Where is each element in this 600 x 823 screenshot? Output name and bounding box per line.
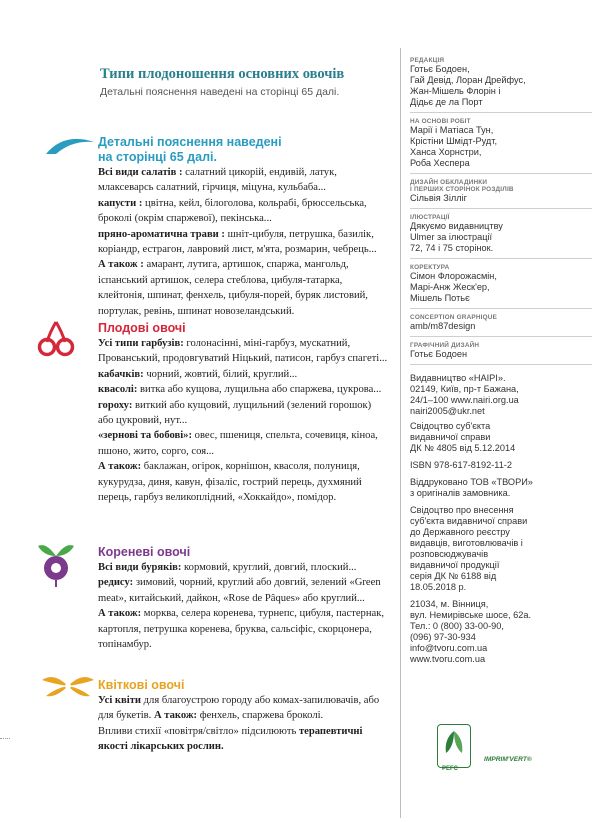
entry: Усі типи гарбузів: голонасінні, міні-гарбуз, мускатний, Прованський, продовгуватий Ніцький, патисон, гарбуз спагеті...: [98, 338, 388, 365]
entry: кабачків: чорний, жовтий, білий, круглий...: [98, 368, 298, 380]
credit-label: НА ОСНОВІ РОБІТ: [410, 118, 471, 125]
credits-sidebar: [410, 52, 592, 665]
credit-label: ІЛЮСТРАЦІЇ: [410, 214, 450, 221]
credit-label: РЕДАКЦІЯ: [410, 57, 445, 64]
printer-certificate: Свідоцтво про внесення суб'єкта видавничої справи до Державного реєстру видавців, виготовлювачів і розповсюджувачів видавничої продукції серія ДК № 6188 від 18.05.2018 р.: [410, 505, 528, 592]
credit-label: КОРЕКТУРА: [410, 264, 450, 271]
leaf-icon: [44, 130, 96, 160]
entry: пряно-ароматична трави : шніт-цибуля, петрушка, базилік, коріандр, естрагон, лавровий лист, м'ята, розмарин, чебрець...: [98, 228, 377, 256]
entry: А також : амарант, лутига, артишок, спаржа, мангольд, іспанський артишок, селера стеблова, цибуля-татарка, клейтонія, шпинат, фенхель, цибуля-порей, буряк листовий, портулак, ревінь, шпинат новозеландський.: [98, 259, 368, 317]
pefc-label: PEFC: [442, 766, 459, 772]
credit-text: Сімон Флорожасмін, Марі-Анж Жеск'ер, Мішель Потьє: [410, 271, 497, 303]
entry: Усі квіти для благоустрою городу або комах-запилювачів, або для букетів. А також: фенхель, спаржева броколі.: [98, 695, 380, 722]
section-title: Квіткові овочі: [98, 678, 185, 692]
section-title: Плодові овочі: [98, 321, 186, 335]
credit-label: CONCEPTION GRAPHIQUE: [410, 314, 498, 321]
publisher-certificate: Свідоцтво суб'єкта видавничої справи ДК № 4805 від 5.12.2014: [410, 421, 516, 453]
pefc-logo: [437, 724, 471, 768]
divider: [410, 308, 592, 309]
beet-icon: [36, 540, 76, 588]
imprim-vert-logo: IMPRIM'VERT®: [484, 756, 532, 763]
section-root: [98, 545, 388, 652]
section-title: Кореневі овочі: [98, 545, 191, 559]
page-subtitle: Детальні пояснення наведені на сторінці 65 далі.: [100, 86, 340, 98]
credit-text: Готьє Бодоен, Гай Девід, Лоран Дрейфус, Жан-Мішель Флорін і Дідьє де ла Порт: [410, 64, 526, 107]
section-title: Детальні пояснення наведені на сторінці 65 далі.: [98, 135, 282, 164]
isbn: ISBN 978-617-8192-11-2: [410, 460, 512, 470]
entry: квасолі: витка або кущова, лущильна або спаржева, цукрова...: [98, 384, 382, 396]
entry: Всі види буряків: кормовий, круглий, довгий, плоский...: [98, 562, 357, 573]
entry: А також: морква, селера коренева, турнепс, цибуля, пастернак, картопля, петрушка коренева, бруква, сальсіфіс, скорцонера, топінамбур.: [98, 608, 385, 651]
flower-icon: [40, 672, 96, 700]
cherries-icon: [36, 318, 76, 358]
section-leaf: [98, 135, 388, 319]
divider: [410, 173, 592, 174]
divider: [410, 258, 592, 259]
printer-address: 21034, м. Вінниця, вул. Немирівське шосе, 62а. Тел.: 0 (800) 33-00-90, (096) 97-30-934 info@tvoru.com.ua www.tvoru.com.ua: [410, 599, 531, 664]
margin-mark: [0, 738, 10, 740]
credit-text: amb/m87design: [410, 321, 476, 331]
divider: [410, 364, 592, 365]
entry: Всі види салатів : салатний цикорій, ендивій, латук, млаксеварсь салатний, гірчиця, міцуна, кульбаба...: [98, 167, 337, 194]
divider: [410, 112, 592, 113]
credit-label: ДИЗАЙН ОБКЛАДИНКИ І ПЕРШИХ СТОРІНОК РОЗДІЛІВ: [410, 179, 514, 193]
entry: редису: зимовий, чорний, круглий або довгий, зелений «Green meat», китайський, дайкон, «Rose de Pâques» або круглий...: [98, 577, 381, 604]
entry: А також: баклажан, огірок, корнішон, квасоля, полуниця, кукурудза, диня, кавун, фізаліс, гострий перець, духмяний перець, гарбуз великоплідний, «Хоккайдо», помідор.: [98, 461, 362, 504]
printer-info: Віддруковано ТОВ «ТВОРИ» з оригіналів замовника.: [410, 477, 533, 498]
entry: гороху: виткий або кущовий, лущильний (зелений горошок) або цукровий, нут...: [98, 399, 372, 427]
credit-label: ГРАФІЧНИЙ ДИЗАЙН: [410, 342, 480, 349]
sidebar-divider: [400, 48, 401, 818]
credit-text: Сільвія Зілліг: [410, 193, 467, 203]
credit-text: Марії і Матіаса Тун, Крістіни Шмідт-Рудт, Ханса Хорнстри, Роба Хеспера: [410, 125, 498, 168]
divider: [410, 336, 592, 337]
entry: Впливи стихії «повітря/світло» підсилюють терапевтичні якості лікарських рослин.: [98, 725, 363, 753]
credit-text: Дякуємо видавництву Ulmer за ілюстрації 72, 74 і 75 сторінок.: [410, 221, 503, 253]
page-title: Типи плодоношення основних овочів: [100, 66, 345, 82]
entry: капусти : цвітна, кейл, білоголова, кольрабі, брюссельська, броколі (окрім спаржевої), пекінська...: [98, 197, 367, 225]
section-fruit: [98, 321, 388, 505]
publisher-info: Видавництво «НАІРІ». 02149, Київ, пр-т Бажана, 24/1–100 www.nairi.org.ua nairi2005@ukr.net: [410, 373, 519, 416]
divider: [410, 208, 592, 209]
section-flower: [98, 678, 388, 755]
credit-text: Готьє Бодоен: [410, 349, 468, 359]
entry: «зернові та бобові»: овес, пшениця, спельта, сочевиця, кіноа, пшоно, жито, сорго, соя...: [98, 430, 378, 457]
